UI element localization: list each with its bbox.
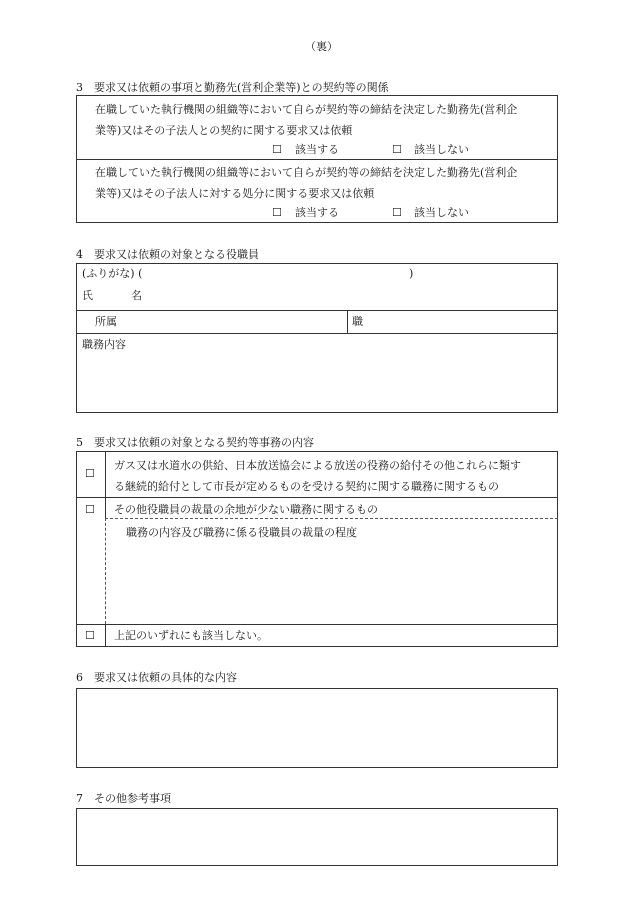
section3-row1-yes-label: 該当する xyxy=(295,143,339,156)
section5-option3-checkbox[interactable]: ☐ xyxy=(85,629,95,642)
duties-label: 職務内容 xyxy=(82,338,126,351)
section5-option2-label: その他役職員の裁量の余地が少ない職務に関するもの xyxy=(114,503,378,516)
section3-row1-line1: 在職していた執行機関の組織等において自らが契約等の締結を決定した勤務先(営利企 xyxy=(95,103,518,116)
section5-title: 5 要求又は依頼の対象となる契約等事務の内容 xyxy=(76,436,314,449)
section5-detail-left-dashed xyxy=(105,518,106,624)
section3-row2-no-checkbox[interactable]: ☐ xyxy=(392,206,402,219)
section3-row-divider xyxy=(76,159,558,160)
name-label-first: 氏 xyxy=(82,289,93,302)
name-label-second: 名 xyxy=(131,289,142,302)
section5-option2-checkbox-divider xyxy=(105,497,106,518)
section3-row1-no-checkbox[interactable]: ☐ xyxy=(392,143,402,156)
furigana-label: (ふりがな) ( xyxy=(82,267,143,280)
section3-row1-line2: 業等)又はその子法人との契約に関する要求又は依頼 xyxy=(95,124,353,137)
name-field[interactable] xyxy=(150,286,550,306)
section3-title: 3 要求又は依頼の事項と勤務先(営利企業等)との契約等の関係 xyxy=(76,81,389,94)
section5-option3-label: 上記のいずれにも該当しない。 xyxy=(114,629,268,642)
affiliation-label: 所属 xyxy=(95,315,117,328)
furigana-field[interactable] xyxy=(148,266,404,282)
section5-option3-checkbox-divider xyxy=(105,624,106,647)
section3-row2-line2: 業等)又はその子法人に対する処分に関する要求又は依頼 xyxy=(95,187,375,200)
section5-option1-line1: ガス又は水道水の供給、日本放送協会による放送の役務の給付その他これらに類す xyxy=(114,459,521,472)
section3-row2-no-label: 該当しない xyxy=(414,206,469,219)
furigana-close-paren: ) xyxy=(409,267,414,280)
duties-field[interactable] xyxy=(80,354,554,410)
section3-row2-yes-checkbox[interactable]: ☐ xyxy=(272,206,282,219)
section7-title: 7 その他参考事項 xyxy=(76,792,171,805)
section6-title: 6 要求又は依頼の具体的な内容 xyxy=(76,671,237,684)
page-side-label: （裏） xyxy=(305,40,338,53)
section5-option1-checkbox-divider xyxy=(105,451,106,497)
affiliation-field[interactable] xyxy=(130,312,344,331)
section5-detail-top-dashed xyxy=(105,518,558,519)
section6-content-box[interactable] xyxy=(76,688,558,768)
section7-content-box[interactable] xyxy=(76,808,558,866)
section4-title: 4 要求又は依頼の対象となる役職員 xyxy=(76,248,259,261)
section5-option1-line2: る継続的給付として市長が定めるものを受ける契約に関する職務に関するもの xyxy=(114,480,499,493)
position-label: 職 xyxy=(352,315,363,328)
section5-detail-field[interactable] xyxy=(110,544,554,620)
section5-option2-checkbox[interactable]: ☐ xyxy=(85,503,95,516)
section3-row2-yes-label: 該当する xyxy=(295,206,339,219)
section5-option2-detail-label: 職務の内容及び職務に係る役職員の裁量の程度 xyxy=(126,526,357,539)
section3-row2-line1: 在職していた執行機関の組織等において自らが契約等の締結を決定した勤務先(営利企 xyxy=(95,166,518,179)
section4-column-divider xyxy=(347,310,348,333)
section3-row1-no-label: 該当しない xyxy=(414,143,469,156)
section5-option1-checkbox[interactable]: ☐ xyxy=(85,467,95,480)
section4-divider-2 xyxy=(76,333,558,334)
section3-row1-yes-checkbox[interactable]: ☐ xyxy=(272,143,282,156)
section5-divider-2 xyxy=(76,624,558,625)
section5-divider-1 xyxy=(76,497,558,498)
position-field[interactable] xyxy=(372,312,554,331)
section4-divider-1 xyxy=(76,310,558,311)
